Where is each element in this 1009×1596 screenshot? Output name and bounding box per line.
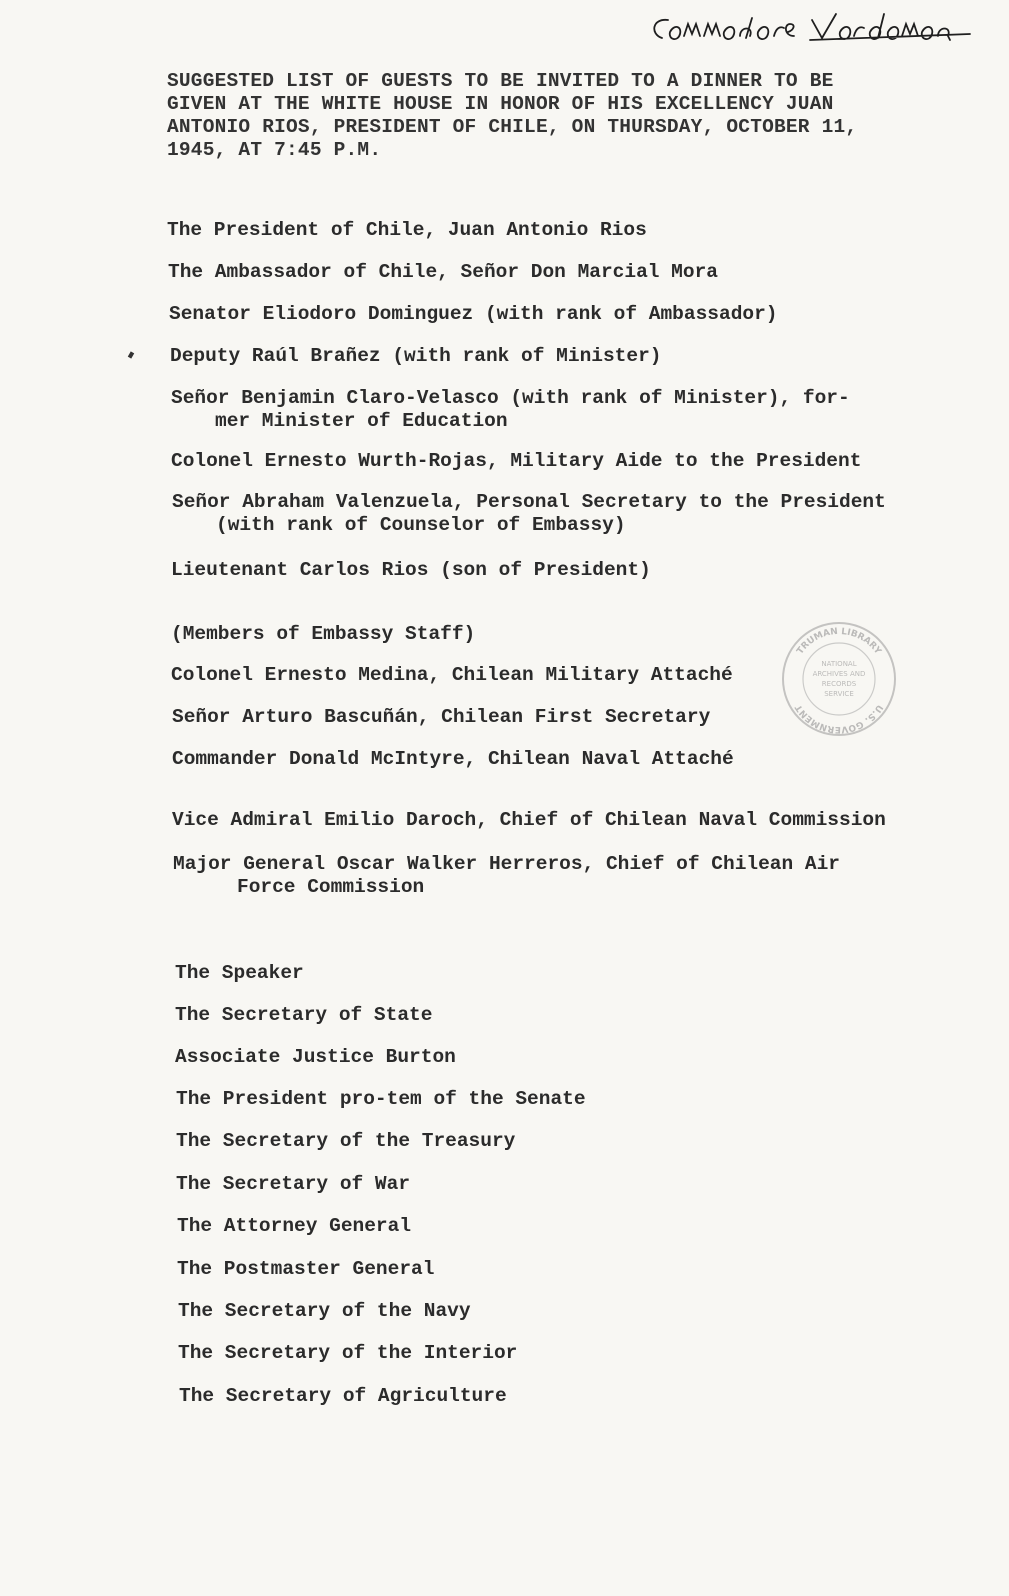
stamp-line-2: ARCHIVES AND xyxy=(812,670,866,678)
stamp-line-4: SERVICE xyxy=(824,690,854,698)
stamp-bottom-text: U.S. GOVERNMENT xyxy=(793,702,885,735)
guest-line: Commander Donald McIntyre, Chilean Naval Attaché xyxy=(172,748,734,770)
guest-line: The Speaker xyxy=(175,962,304,984)
guest-line: The President pro-tem of the Senate xyxy=(176,1088,586,1110)
guest-line: Colonel Ernesto Wurth-Rojas, Military Aide to the President xyxy=(171,450,862,472)
title-line-1: SUGGESTED LIST OF GUESTS TO BE INVITED TO A DINNER TO BE xyxy=(167,70,834,92)
guest-line-continuation: mer Minister of Education xyxy=(215,410,508,432)
guest-line: Senator Eliodoro Dominguez (with rank of Ambassador) xyxy=(169,303,778,325)
guest-line: The Ambassador of Chile, Señor Don Marcial Mora xyxy=(168,261,718,283)
svg-text:U.S. GOVERNMENT xyxy=(793,702,884,734)
guest-line: Deputy Raúl Brañez (with rank of Minister) xyxy=(170,345,662,367)
guest-line: The President of Chile, Juan Antonio Rios xyxy=(167,219,647,241)
stamp-top-text: TRUMAN LIBRARY xyxy=(795,626,883,657)
stamp-line-1: NATIONAL xyxy=(821,660,857,668)
guest-line: The Attorney General xyxy=(177,1215,412,1237)
title-line-3: ANTONIO RIOS, PRESIDENT OF CHILE, ON THURSDAY, OCTOBER 11, xyxy=(167,116,858,138)
title-line-2: GIVEN AT THE WHITE HOUSE IN HONOR OF HIS EXCELLENCY JUAN xyxy=(167,93,834,115)
guest-line: The Secretary of the Treasury xyxy=(176,1130,516,1152)
guest-line: Major General Oscar Walker Herreros, Chief of Chilean Air xyxy=(173,853,841,875)
stamp-line-3: RECORDS xyxy=(821,680,857,688)
archive-stamp xyxy=(780,620,898,738)
guest-line: The Secretary of War xyxy=(176,1173,411,1195)
handwritten-annotation xyxy=(644,10,984,50)
title-line-4: 1945, AT 7:45 P.M. xyxy=(167,139,382,161)
handwritten-signature-icon xyxy=(644,10,984,50)
guest-line: The Postmaster General xyxy=(177,1258,435,1280)
guest-line: The Secretary of the Navy xyxy=(178,1300,471,1322)
embassy-staff-heading: (Members of Embassy Staff) xyxy=(171,623,476,645)
guest-line: Colonel Ernesto Medina, Chilean Military Attaché xyxy=(171,664,733,686)
guest-line: Señor Abraham Valenzuela, Personal Secretary to the President xyxy=(172,491,886,513)
guest-line: Associate Justice Burton xyxy=(175,1046,456,1068)
guest-line: Señor Arturo Bascuñán, Chilean First Secretary xyxy=(172,706,711,728)
guest-line: The Secretary of Agriculture xyxy=(179,1385,507,1407)
guest-line: Lieutenant Carlos Rios (son of President) xyxy=(171,559,651,581)
guest-line: The Secretary of the Interior xyxy=(178,1342,518,1364)
archive-stamp-icon xyxy=(780,620,898,738)
guest-line: Vice Admiral Emilio Daroch, Chief of Chilean Naval Commission xyxy=(172,809,886,831)
guest-line-continuation: (with rank of Counselor of Embassy) xyxy=(216,514,626,536)
guest-line: Señor Benjamin Claro-Velasco (with rank of Minister), for- xyxy=(171,387,850,409)
guest-line-continuation: Force Commission xyxy=(237,876,425,898)
document-title xyxy=(167,70,907,162)
stray-mark xyxy=(128,351,134,358)
guest-line: The Secretary of State xyxy=(175,1004,433,1026)
